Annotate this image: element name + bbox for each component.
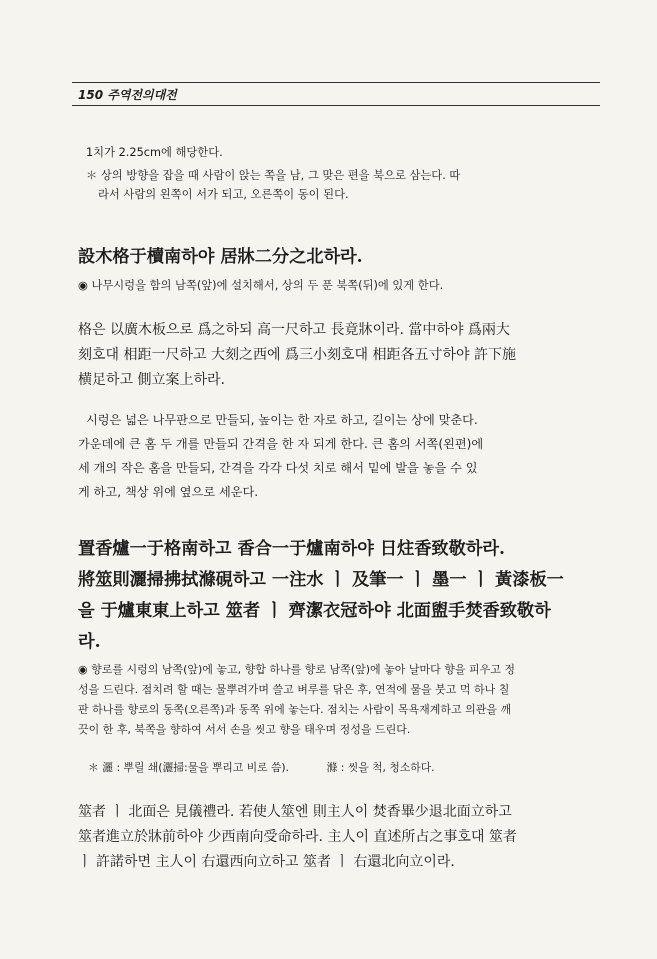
translation-1 bbox=[78, 408, 598, 504]
note-line: 판 하나를 향로의 동쪽(오른쪽)과 동쪽 위에 놓는다. 점치는 사람이 목욕재계하고 의관을 깨 bbox=[78, 703, 512, 716]
commentary-line: 格은 以廣木板으로 爲之하되 高一尺하고 長竟牀이라. 當中하야 爲兩大 bbox=[78, 322, 510, 338]
commentary-line: 刻호대 相距一尺하고 大刻之西에 爲三小刻호대 相距各五寸하야 許下施 bbox=[78, 347, 516, 363]
translation-line: 세 개의 작은 홈을 만들되, 간격을 각각 다섯 치로 해서 밑에 발을 놓을 수 있 bbox=[78, 461, 478, 475]
header-rule-bottom bbox=[72, 105, 600, 106]
main-text-line: 將筮則灑掃拂拭滌硯하고 一注水 ㅣ 及筆一 ㅣ 墨一 ㅣ 黃漆板一 bbox=[78, 570, 564, 590]
note-line: 성을 드린다. 점치려 할 때는 물뿌려가며 쓸고 벼루를 닦은 후, 연적에 물을 붓고 먹 하나 칠 bbox=[78, 683, 510, 696]
translation-line: 가운데에 큰 홈 두 개를 만들되 간격을 한 자 되게 한다. 큰 홈의 서쪽(왼편)에 bbox=[78, 437, 484, 451]
glossary-item: 滌 : 씻을 척, 청소하다. bbox=[326, 761, 435, 774]
main-text-line: 을 于爐東東上하고 筮者 ㅣ 齊潔衣冠하야 北面盥手焚香致敬하 bbox=[78, 601, 551, 621]
running-head: 150 주역전의대전 bbox=[78, 88, 177, 102]
note-line: ◉ 향로를 시렁의 남쪽(앞)에 놓고, 향합 하나를 향로 남쪽(앞)에 놓아 날마다 향을 피우고 정 bbox=[78, 663, 515, 676]
note-line: ＊ 상의 방향을 잡을 때 사람이 앉는 쪽을 남, 그 맞은 편을 북으로 삼는다. 따 bbox=[86, 169, 461, 182]
glossary-item: ＊ 灑 : 뿌릴 쇄(灑掃:물을 뿌리고 비로 씀). bbox=[88, 761, 290, 774]
commentary-line: ㅣ 許諾하면 主人이 右還西向立하고 筮者 ㅣ 右還北向立이라. bbox=[78, 854, 455, 870]
note-line: 라서 사람의 왼쪽이 서가 되고, 오른쪽이 동이 된다. bbox=[98, 188, 349, 201]
translation-note-2 bbox=[78, 660, 598, 740]
translation-line: 게 하고, 책상 위에 옆으로 세운다. bbox=[78, 485, 259, 499]
main-text-line: 置香爐一于格南하고 香合一于爐南하야 日炷香致敬하라. bbox=[78, 539, 505, 559]
commentary-line: 横足하고 側立案上하라. bbox=[78, 372, 225, 388]
glossary bbox=[78, 758, 598, 777]
commentary-line: 筮者 ㅣ 北面은 見儀禮라. 若使人筮엔 則主人이 焚香畢少退北面立하고 bbox=[78, 804, 512, 820]
note-continuation bbox=[78, 143, 598, 204]
main-text-line: 라. bbox=[78, 632, 101, 652]
header-rule-top bbox=[72, 82, 600, 83]
main-text-line: 設木格于櫝南하야 居牀二分之北하라. bbox=[78, 247, 363, 267]
commentary-1 bbox=[78, 318, 598, 393]
commentary-2 bbox=[78, 800, 598, 875]
note-line: ◉ 나무시렁을 함의 남쪽(앞)에 설치해서, 상의 두 푼 북쪽(뒤)에 있게 한다. bbox=[78, 279, 444, 292]
main-text-heading-1 bbox=[78, 242, 598, 273]
main-text-heading-2 bbox=[78, 534, 598, 658]
note-line: 끗이 한 후, 북쪽을 향하여 서서 손을 씻고 향을 태우며 정성을 드린다. bbox=[78, 723, 411, 736]
translation-note-1 bbox=[78, 276, 598, 295]
note-line: 1치가 2.25cm에 해당한다. bbox=[86, 146, 223, 159]
translation-line: 시렁은 넓은 나무판으로 만들되, 높이는 한 자로 하고, 길이는 상에 맞춘다. bbox=[86, 413, 478, 427]
commentary-line: 筮者進立於牀前하야 少西南向受命하라. 主人이 直述所占之事호대 筮者 bbox=[78, 829, 517, 845]
